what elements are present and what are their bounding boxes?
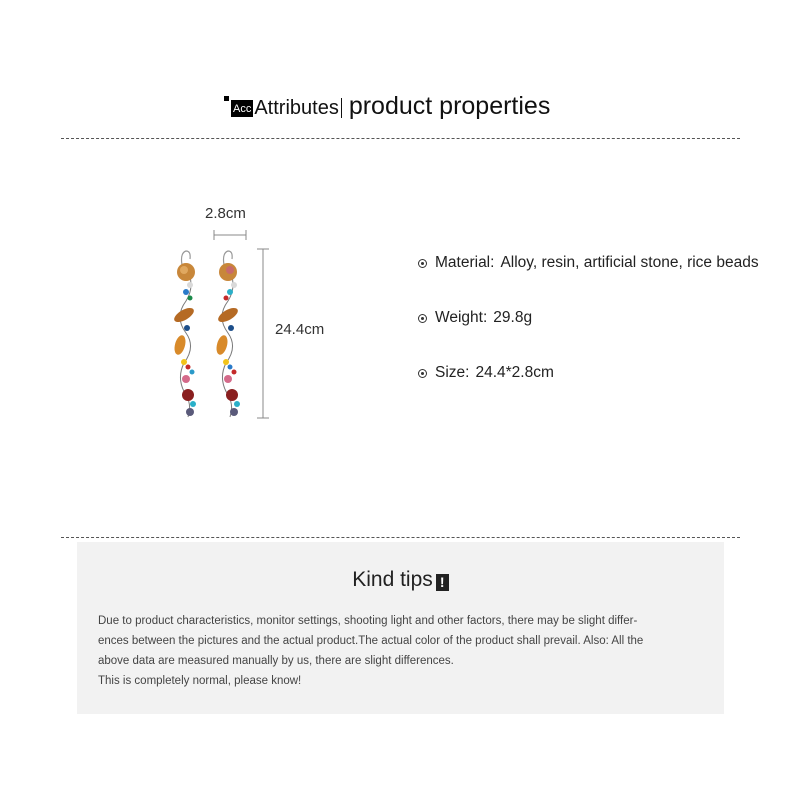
tips-line: This is completely normal, please know!	[98, 675, 302, 687]
kind-tips-text	[98, 611, 710, 691]
header-separator	[341, 98, 342, 118]
property-label: Weight:	[435, 309, 488, 326]
property-label: Material:	[435, 254, 495, 271]
header-title-main: product properties	[348, 92, 551, 120]
property-label: Size:	[435, 364, 470, 381]
property-weight	[418, 309, 532, 327]
top-divider	[61, 138, 740, 139]
width-dimension-label: 2.8cm	[205, 205, 246, 222]
property-material	[418, 254, 759, 272]
header-title-english: Attributes	[254, 97, 339, 119]
property-value: Alloy, resin, artificial stone, rice beads	[500, 254, 759, 271]
section-header	[224, 92, 550, 120]
property-value: 24.4*2.8cm	[475, 364, 554, 381]
tips-line: above data are measured manually by us, there are slight differences.	[98, 655, 454, 667]
bullet-icon	[418, 314, 427, 323]
bottom-divider	[61, 537, 740, 538]
header-badge: Acc	[231, 100, 253, 117]
left-earring	[172, 251, 196, 417]
product-image	[150, 195, 350, 435]
exclamation-icon: !	[436, 574, 449, 591]
kind-tips-heading: Kind tips	[352, 568, 433, 591]
length-dimension-label: 24.4cm	[275, 321, 325, 338]
property-size	[418, 364, 554, 382]
tips-line: ences between the pictures and the actual product.The actual color of the product shall prevail. Also: All the	[98, 635, 644, 647]
bullet-icon	[418, 259, 427, 268]
property-value: 29.8g	[493, 309, 533, 326]
kind-tips-box	[77, 542, 724, 714]
right-earring	[215, 251, 240, 417]
beaded-earrings-illustration	[150, 195, 350, 435]
kind-tips-title	[77, 568, 724, 592]
header-dot	[224, 96, 229, 101]
tips-line: Due to product characteristics, monitor settings, shooting light and other factors, there may be slight differ-	[98, 615, 638, 627]
bullet-icon	[418, 369, 427, 378]
